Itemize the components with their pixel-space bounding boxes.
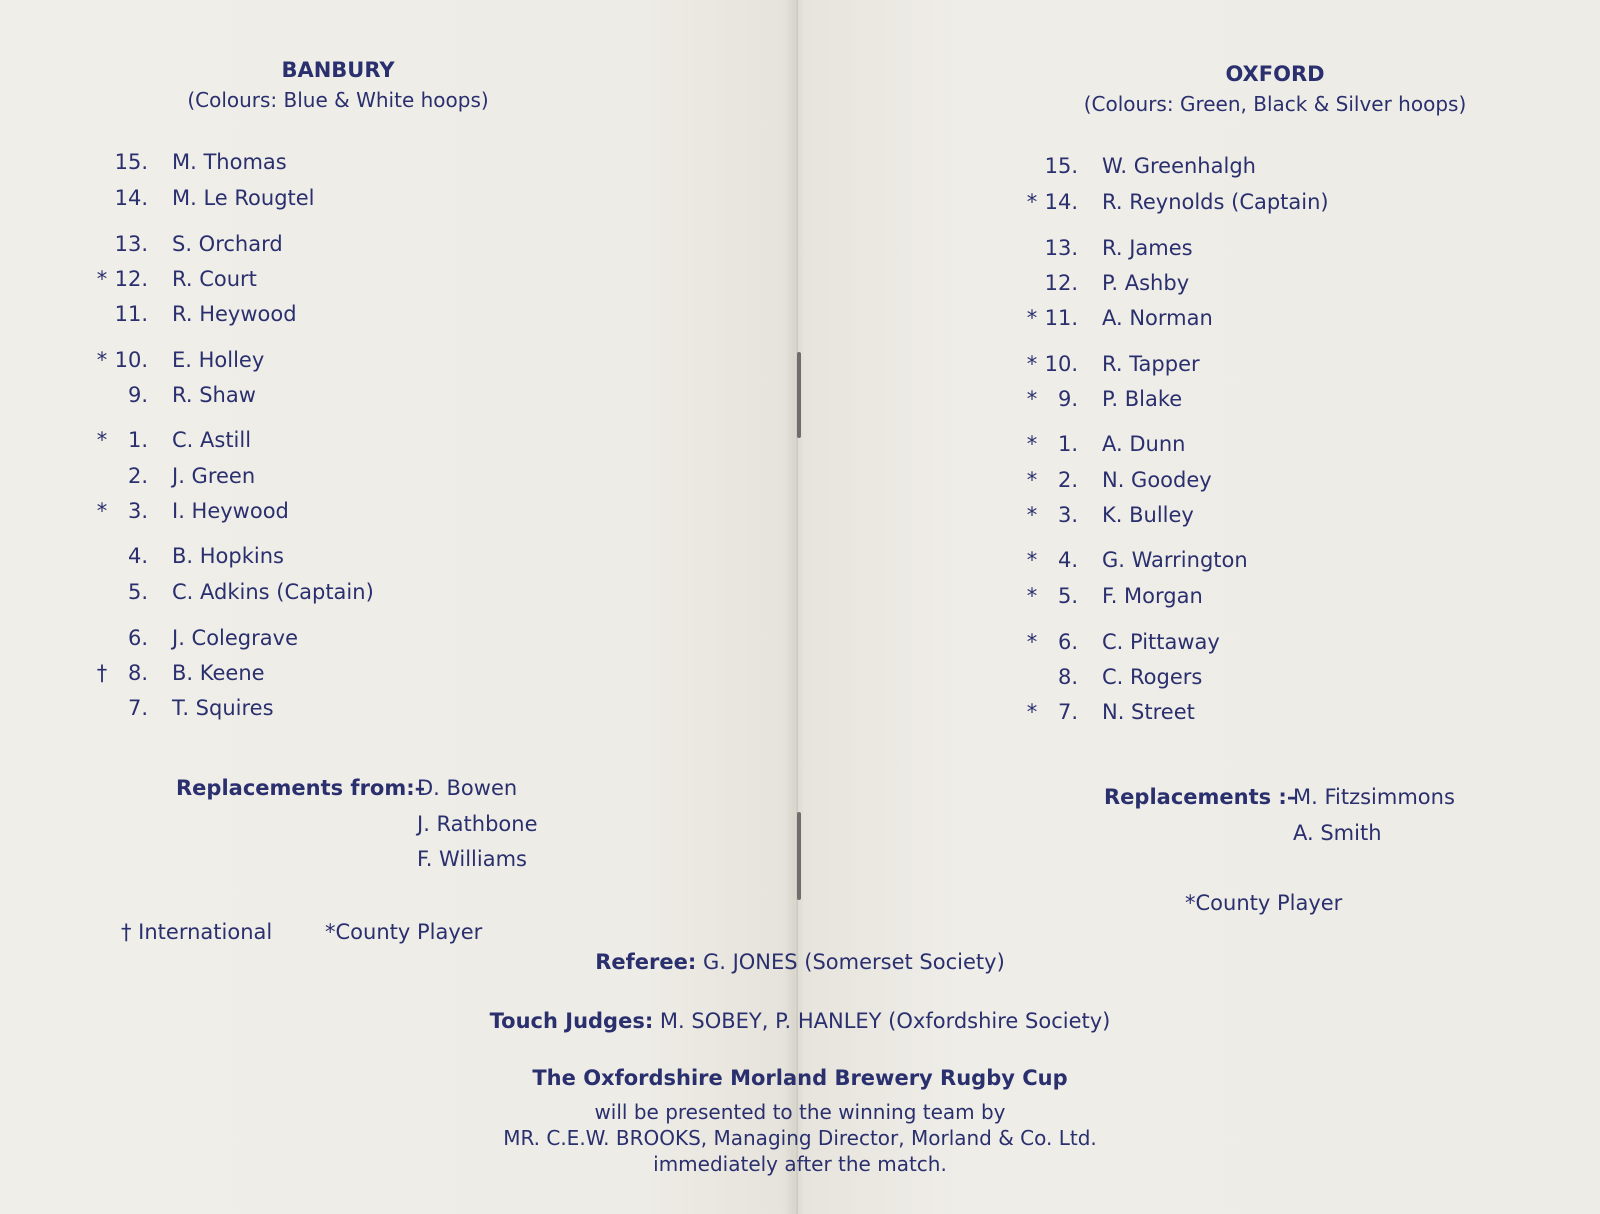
player-marker: *: [1026, 190, 1038, 214]
player-name: N. Goodey: [1102, 468, 1212, 492]
player-marker: *: [96, 499, 108, 523]
player-number: 11.: [114, 302, 148, 326]
player-name: W. Greenhalgh: [1102, 154, 1256, 178]
player-name: R. James: [1102, 236, 1193, 260]
touch-judges-label: Touch Judges:: [489, 1009, 654, 1033]
player-number: 4.: [127, 544, 148, 568]
presentation-line-2: MR. C.E.W. BROOKS, Managing Director, Morland & Co. Ltd.: [503, 1126, 1097, 1150]
player-name: K. Bulley: [1102, 503, 1194, 527]
player-number: 4.: [1057, 548, 1078, 572]
left-replacements-label: Replacements from:–: [176, 776, 426, 800]
player-name: R. Court: [172, 267, 257, 291]
player-name: P. Ashby: [1102, 271, 1190, 295]
player-marker: *: [96, 348, 108, 372]
player-name: C. Rogers: [1102, 665, 1203, 689]
player-name: E. Holley: [172, 348, 265, 372]
player-name: C. Pittaway: [1102, 630, 1220, 654]
player-name: J. Green: [172, 464, 256, 488]
referee-label: Referee:: [595, 950, 697, 974]
player-name: G. Warrington: [1102, 548, 1248, 572]
player-marker: *: [1026, 432, 1038, 456]
player-number: 14.: [1044, 190, 1078, 214]
left-player-list: [92, 150, 492, 740]
player-marker: †: [96, 661, 108, 685]
player-number: 7.: [1057, 700, 1078, 724]
player-name: R. Heywood: [172, 302, 297, 326]
player-number: 12.: [1044, 271, 1078, 295]
left-legend-county: *County Player: [325, 920, 483, 944]
player-number: 13.: [1044, 236, 1078, 260]
presentation-line-3: immediately after the match.: [653, 1152, 947, 1176]
player-number: 2.: [1057, 468, 1078, 492]
player-name: A. Dunn: [1102, 432, 1186, 456]
presentation-line-1: will be presented to the winning team by: [594, 1100, 1006, 1124]
player-number: 15.: [114, 150, 148, 174]
player-number: 8.: [1057, 665, 1078, 689]
player-name: C. Astill: [172, 428, 252, 452]
referee-value: G. JONES (Somerset Society): [702, 950, 1005, 974]
touch-judges-value: M. SOBEY, P. HANLEY (Oxfordshire Society): [659, 1009, 1111, 1033]
right-replacements-label: Replacements :–: [1104, 785, 1298, 809]
left-replacement-1: D. Bowen: [417, 776, 518, 800]
player-name: R. Tapper: [1102, 352, 1200, 376]
player-number: 13.: [114, 232, 148, 256]
player-number: 11.: [1044, 306, 1078, 330]
player-number: 9.: [1057, 387, 1078, 411]
player-number: 12.: [114, 267, 148, 291]
right-player-list: [1022, 154, 1422, 744]
player-number: 8.: [127, 661, 148, 685]
player-name: P. Blake: [1102, 387, 1183, 411]
player-number: 1.: [1057, 432, 1078, 456]
player-marker: *: [1026, 584, 1038, 608]
player-name: B. Hopkins: [172, 544, 284, 568]
player-marker: *: [1026, 306, 1038, 330]
cup-title: The Oxfordshire Morland Brewery Rugby Cup: [532, 1066, 1068, 1090]
player-name: C. Adkins (Captain): [172, 580, 374, 604]
player-number: 7.: [127, 696, 148, 720]
right-replacement-1: M. Fitzsimmons: [1293, 785, 1455, 809]
player-number: 3.: [1057, 503, 1078, 527]
player-number: 10.: [1044, 352, 1078, 376]
player-marker: *: [1026, 700, 1038, 724]
player-number: 5.: [1057, 584, 1078, 608]
left-replacement-3: F. Williams: [417, 847, 527, 871]
right-team-colours: (Colours: Green, Black & Silver hoops): [1083, 92, 1467, 116]
player-marker: *: [96, 267, 108, 291]
left-replacement-2: J. Rathbone: [417, 812, 538, 836]
referee-line: [400, 950, 1200, 974]
player-number: 14.: [114, 186, 148, 210]
player-number: 3.: [127, 499, 148, 523]
staple-bottom: [797, 812, 801, 900]
player-number: 15.: [1044, 154, 1078, 178]
legend-international: † International: [121, 920, 273, 944]
player-marker: *: [1026, 503, 1038, 527]
staple-top: [797, 352, 801, 438]
right-legend-county: *County Player: [1185, 891, 1343, 915]
player-marker: *: [1026, 352, 1038, 376]
player-number: 10.: [114, 348, 148, 372]
player-name: A. Norman: [1102, 306, 1213, 330]
touch-judges-line: [400, 1009, 1200, 1033]
right-team-name: OXFORD: [1225, 62, 1325, 86]
player-name: S. Orchard: [172, 232, 283, 256]
player-number: 2.: [127, 464, 148, 488]
player-name: R. Shaw: [172, 383, 256, 407]
player-name: N. Street: [1102, 700, 1195, 724]
left-team-colours: (Colours: Blue & White hoops): [187, 88, 489, 112]
player-name: M. Le Rougtel: [172, 186, 315, 210]
player-name: M. Thomas: [172, 150, 287, 174]
player-marker: *: [1026, 387, 1038, 411]
player-name: T. Squires: [172, 696, 274, 720]
player-marker: *: [1026, 468, 1038, 492]
player-number: 1.: [127, 428, 148, 452]
player-name: R. Reynolds (Captain): [1102, 190, 1329, 214]
player-marker: *: [1026, 630, 1038, 654]
player-name: I. Heywood: [172, 499, 289, 523]
player-name: F. Morgan: [1102, 584, 1203, 608]
player-marker: *: [96, 428, 108, 452]
player-number: 6.: [127, 626, 148, 650]
left-team-name: BANBURY: [281, 58, 395, 82]
player-number: 5.: [127, 580, 148, 604]
player-number: 9.: [127, 383, 148, 407]
player-marker: *: [1026, 548, 1038, 572]
player-number: 6.: [1057, 630, 1078, 654]
player-name: J. Colegrave: [172, 626, 298, 650]
player-name: B. Keene: [172, 661, 265, 685]
right-replacement-2: A. Smith: [1293, 821, 1382, 845]
